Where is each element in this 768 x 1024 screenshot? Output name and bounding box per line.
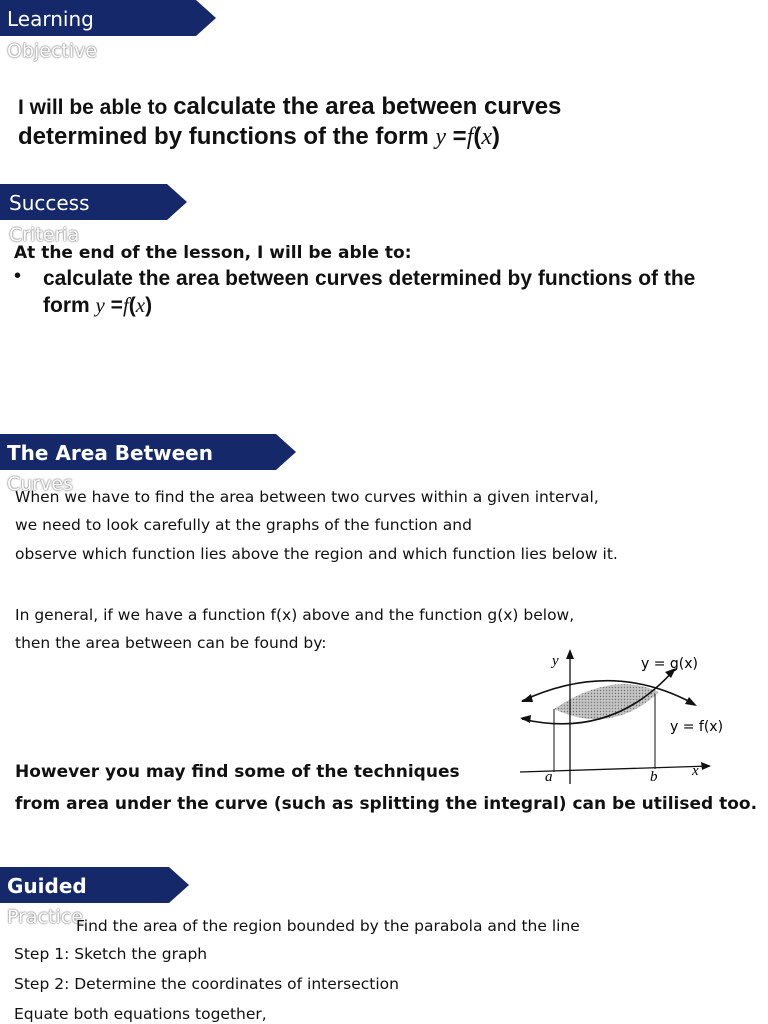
learning-close-paren: ) bbox=[492, 123, 501, 150]
graph-g-label: y = g(x) bbox=[641, 656, 699, 672]
curve-g-arrow-right bbox=[685, 697, 697, 706]
success-item-line2 bbox=[43, 293, 152, 318]
curve-g-arrow-left bbox=[521, 694, 533, 702]
success-var-x: x bbox=[135, 293, 146, 317]
learning-line2: determined by functions of the form bbox=[18, 123, 436, 150]
area-p2-line2: then the area between can be found by: bbox=[15, 634, 327, 652]
success-close-paren: ) bbox=[145, 294, 153, 317]
learning-line1: calculate the area between curves bbox=[173, 93, 562, 120]
learning-objective-title: Learning bbox=[7, 7, 94, 31]
guided-step2: Step 2: Determine the coordinates of intersection bbox=[14, 975, 399, 993]
area-p1-line3: observe which function lies above the region and which function lies below it. bbox=[15, 545, 618, 563]
success-bullet: • bbox=[14, 265, 22, 287]
learning-objective-line2 bbox=[18, 123, 500, 151]
learning-var-x: x bbox=[481, 124, 493, 150]
area-between-title: The Area Between bbox=[7, 441, 213, 465]
curve-f-arrow-left bbox=[520, 715, 531, 723]
success-item-line1: calculate the area between curves determined by functions of the bbox=[43, 267, 696, 290]
graph-a-label: a bbox=[545, 769, 553, 785]
area-p1-line1: When we have to find the area between two curves within a given interval, bbox=[15, 488, 599, 506]
graph-y-axis-label: y bbox=[552, 653, 559, 669]
guided-prompt: Find the area of the region bounded by the parabola and the line bbox=[76, 917, 580, 935]
success-open-paren: ( bbox=[128, 294, 136, 317]
y-axis-arrow bbox=[566, 649, 574, 659]
area-p2-line1: In general, if we have a function f(x) above and the function g(x) below, bbox=[15, 606, 575, 624]
guided-step1: Step 1: Sketch the graph bbox=[14, 945, 208, 963]
success-criteria-title: Success bbox=[9, 191, 90, 215]
learning-var-y: y bbox=[435, 124, 447, 150]
area-between-subtitle: Curves bbox=[7, 473, 73, 495]
success-var-y: y bbox=[95, 293, 105, 317]
learning-open-paren: ( bbox=[473, 123, 482, 150]
area-p1-line2: we need to look carefully at the graphs of the function and bbox=[15, 516, 472, 534]
x-axis-arrow bbox=[701, 762, 711, 770]
learning-eq: = bbox=[446, 123, 467, 150]
graph-f-label: y = f(x) bbox=[670, 719, 724, 735]
learning-objective-line1 bbox=[18, 93, 561, 121]
graph-x-axis-label: x bbox=[692, 763, 699, 779]
success-lead: At the end of the lesson, I will be able to: bbox=[14, 243, 412, 263]
learning-intro: I will be able to bbox=[18, 96, 174, 119]
guided-step3: Equate both equations together, bbox=[14, 1005, 267, 1023]
success-func: f bbox=[122, 293, 129, 317]
success-criteria-subtitle: Criteria bbox=[9, 224, 80, 246]
guided-practice-title: Guided bbox=[7, 874, 87, 898]
area-between-curves-graph bbox=[512, 644, 738, 790]
success-eq: = bbox=[104, 294, 123, 317]
learning-objective-subtitle: Objective bbox=[7, 40, 98, 62]
area-bold-line1: However you may find some of the techniques bbox=[15, 762, 460, 782]
guided-practice-subtitle: Practice bbox=[7, 906, 83, 928]
graph-b-label: b bbox=[650, 769, 658, 785]
success-form: form bbox=[43, 294, 96, 317]
learning-func: f bbox=[466, 124, 474, 150]
area-bold-line2: from area under the curve (such as splitting the integral) can be utilised too. bbox=[15, 794, 758, 814]
